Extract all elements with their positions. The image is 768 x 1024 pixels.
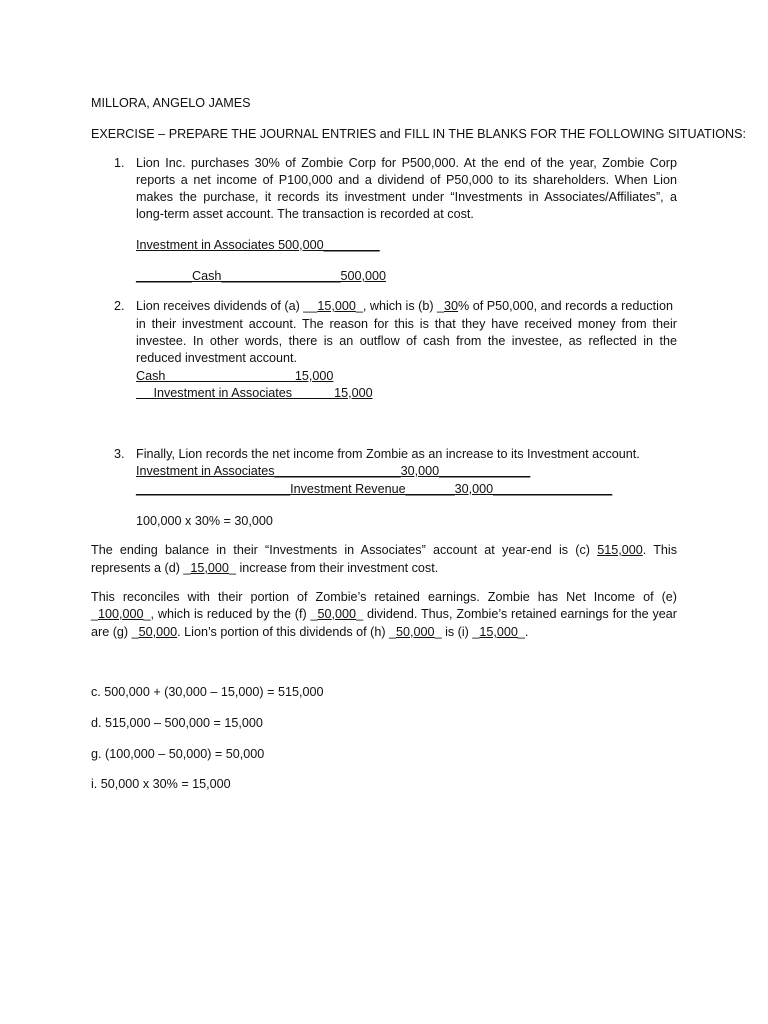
answer-e: 100,000 — [98, 607, 144, 621]
answer-f: 50,000 — [317, 607, 357, 621]
item-3-entry-credit: ______________________Investment Revenue_______30,000_________________ — [136, 482, 613, 496]
item-3-entry-debit: Investment in Associates__________________30,000_____________ — [136, 464, 531, 478]
answer-i: 15,000 — [479, 625, 518, 639]
item-2-entry-credit: Investment in Associates 15,000 — [136, 386, 373, 400]
para1-line2 — [91, 560, 438, 577]
answer-g: 50,000 — [138, 625, 178, 639]
item-2-entry-debit: Cash 15,000 — [136, 369, 334, 383]
para1-text-c: represents a (d) _ — [91, 561, 191, 575]
para2-text-e: . Lion’s portion of this dividends of (h) _ — [177, 625, 397, 639]
para1-text-a: The ending balance in their “Investments in Associates” account at year-end is (c) — [91, 543, 598, 557]
item-1-number: 1. — [114, 156, 125, 170]
item-1-text: Lion Inc. purchases 30% of Zombie Corp for P500,000. At the end of the year, Zombie Corp reports a net income of P100,000 and a dividend of P50,000 to its shareholders. When Lion makes the purchase, it records its investment under “Investments in Associates/Affiliates”, a long-term asset account. The transaction is recorded at cost. — [136, 156, 677, 221]
item-3-text: Finally, Lion records the net income from Zombie as an increase to its Investment account. — [136, 447, 640, 461]
para2-line3 — [91, 624, 528, 641]
answer-c: 515,000 — [597, 543, 643, 557]
answer-b: 30 — [444, 299, 459, 313]
para2-line2 — [91, 606, 677, 623]
item-2-text-c: % of P50,000, and records a reduction — [458, 299, 673, 313]
author-name: MILLORA, ANGELO JAMES — [91, 96, 251, 110]
item-3-number: 3. — [114, 447, 125, 461]
solution-g: g. (100,000 – 50,000) = 50,000 — [91, 747, 265, 761]
para2-text-c: _ dividend. Thus, Zombie’s retained earnings for the year — [356, 607, 677, 621]
solution-d: d. 515,000 – 500,000 = 15,000 — [91, 716, 263, 730]
item-1-entry-debit: Investment in Associates 500,000________ — [136, 238, 380, 252]
answer-a: 15,000 — [317, 299, 356, 313]
para2-text-d: are (g) _ — [91, 625, 139, 639]
item-2-text-a: Lion receives dividends of (a) __ — [136, 299, 318, 313]
para1-line1 — [91, 542, 677, 559]
item-3-calc: 100,000 x 30% = 30,000 — [136, 514, 273, 528]
answer-h: 50,000 — [396, 625, 435, 639]
para1-text-d: _ increase from their investment cost. — [228, 561, 439, 575]
solution-i: i. 50,000 x 30% = 15,000 — [91, 777, 231, 791]
para2-text-b: _, which is reduced by the (f) _ — [143, 607, 318, 621]
item-2-line1 — [136, 298, 673, 315]
item-2-text-b: _, which is (b) _ — [355, 299, 445, 313]
item-1-entry-credit: ________Cash_________________500,000 — [136, 269, 387, 283]
para2-text-a: _ — [91, 607, 99, 621]
answer-d: 15,000 — [190, 561, 229, 575]
para1-text-b: . This — [642, 543, 678, 557]
item-2-text-rest: in their investment account. The reason for this is that they have received money from their investee. In other words, there is an outflow of cash from the investee, as reflected in the reduced investment account. — [136, 317, 677, 365]
para2-text-g: _. — [517, 625, 529, 639]
para2-text-f: _ is (i) _ — [434, 625, 480, 639]
para2-line1: This reconciles with their portion of Zombie’s retained earnings. Zombie has Net Income of (e) — [91, 590, 677, 604]
solution-c: c. 500,000 + (30,000 – 15,000) = 515,000 — [91, 685, 324, 699]
exercise-title: EXERCISE – PREPARE THE JOURNAL ENTRIES and FILL IN THE BLANKS FOR THE FOLLOWING SITUATIONS: — [91, 127, 747, 141]
item-2-number: 2. — [114, 299, 125, 313]
